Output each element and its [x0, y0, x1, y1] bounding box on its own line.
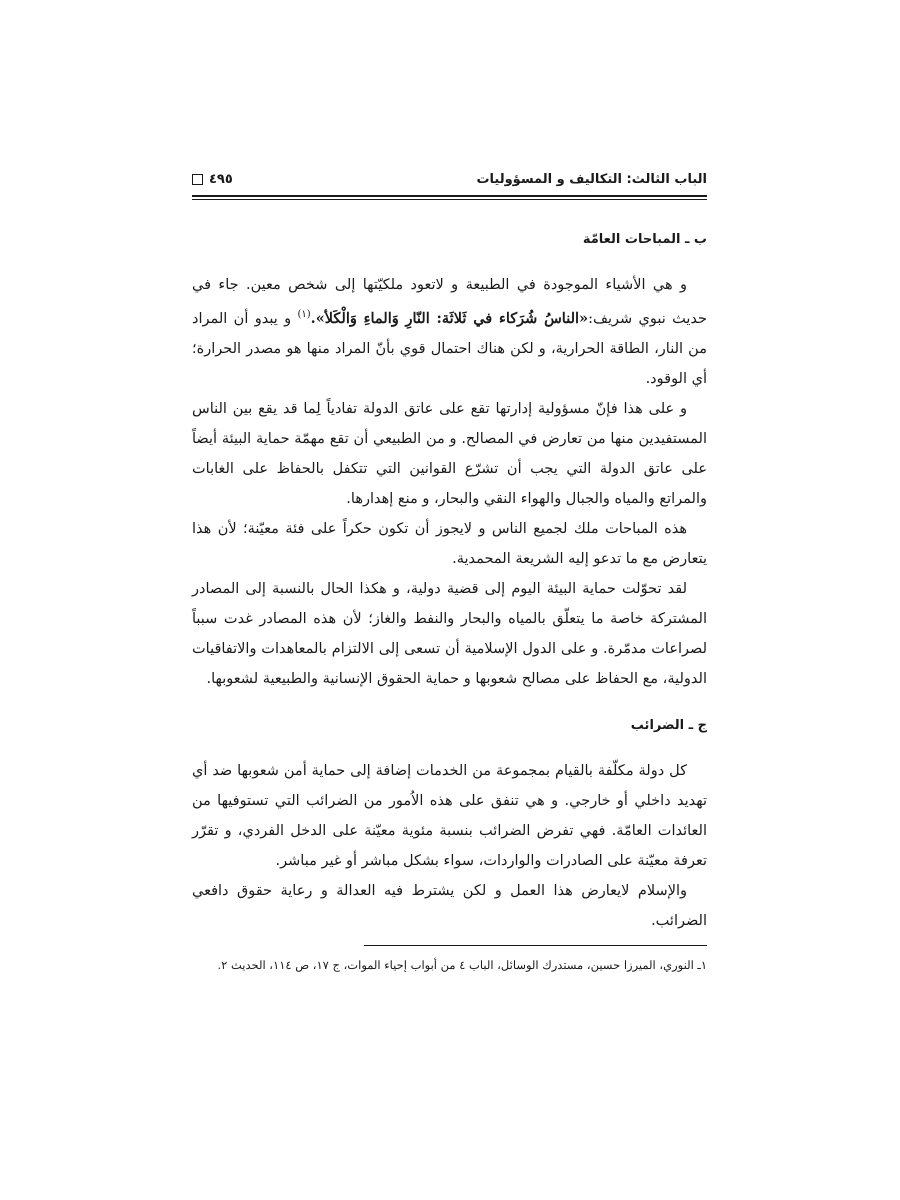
section-heading-public-domain: ب ـ المباحات العامّة — [582, 232, 707, 247]
paragraph — [192, 270, 707, 394]
paragraph-text: و يبدو أن المراد من النار، الطاقة الحرارية، و لكن هناك احتمال قوي بأنّ المراد منها هو مصدر الحرارة؛ أي الوقود. — [192, 310, 707, 387]
section-heading-taxes: ج ـ الضرائب — [630, 717, 707, 733]
paragraph-text: و هي الأشياء الموجودة في الطبيعة و لاتعود ملكيّتها إلى شخص معين. جاء في حديث نبوي شريف: — [192, 277, 707, 327]
footnote-rule — [364, 945, 707, 946]
square-bullet-icon — [192, 174, 203, 185]
paragraph: و على هذا فإنّ مسؤولية إدارتها تقع على عاتق الدولة تفادياً لِما قد يقع بين الناس المستفيدين منها من تعارض في المصالح. و من الطبيعي أن تقع مهمّة حماية البيئة أيضاً على عاتق الدولة التي يجب أن تشرّع القوانين التي تتكفل بالحفاظ على الغابات والمراتع والمياه والجبال والهواء النقي والبحار، و منع إهدارها. — [192, 400, 707, 507]
page-number: ٤٩٥ — [209, 171, 233, 187]
header-rule — [192, 195, 707, 200]
paragraph: والإسلام لايعارض هذا العمل و لكن يشترط فيه العدالة و رعاية حقوق دافعي الضرائب. — [192, 882, 707, 929]
running-header — [192, 165, 707, 193]
paragraph: هذه المباحات ملك لجميع الناس و لايجوز أن تكون حكراً على فئة معيّنة؛ لأن هذا يتعارض مع ما تدعو إليه الشريعة المحمدية. — [192, 520, 707, 567]
footnote: ١ـ النوري، الميرزا حسين، مستدرك الوسائل، الباب ٤ من أبواب إحياء الموات، ج ١٧، ص ١١٤، الحديث ٢. — [217, 958, 707, 972]
hadith-quote: «الناسُ شُرَكاء في ثَلاثَة: النّارِ وَالماءِ وَالْكَلأ». — [310, 309, 589, 327]
page-body — [192, 232, 707, 936]
footnote-marker: (١) — [297, 309, 311, 320]
paragraph: كل دولة مكلّفة بالقيام بمجموعة من الخدمات إضافة إلى حماية أمن شعوبها ضد أي تهديد داخلي أو خارجي. و هي تنفق على هذه الاُمور من الضرائب التي تستوفيها من العائدات العامّة. فهي تفرض الضرائب بنسبة مئوية معيّنة على الدخل الفردي، و تقرّر تعرفة معيّنة على الصادرات والواردات، سواء بشكل مباشر أو غير مباشر. — [192, 762, 707, 869]
chapter-title: الباب الثالث: التكاليف و المسؤوليات — [476, 171, 707, 187]
page-number-block — [192, 172, 233, 187]
paragraph: لقد تحوّلت حماية البيئة اليوم إلى قضية دولية، و هكذا الحال بالنسبة إلى المصادر المشتركة خاصة ما يتعلّق بالمياه والبحار والنفط والغاز؛ لأن هذه المصادر غدت سبباً لصراعات مدمّرة. و على الدول الإسلامية أن تسعى إلى الالتزام بالمعاهدات والاتفاقيات الدولية، مع الحفاظ على مصالح شعوبها و حماية الحقوق الإنسانية والطبيعية لشعوبها. — [192, 580, 707, 687]
